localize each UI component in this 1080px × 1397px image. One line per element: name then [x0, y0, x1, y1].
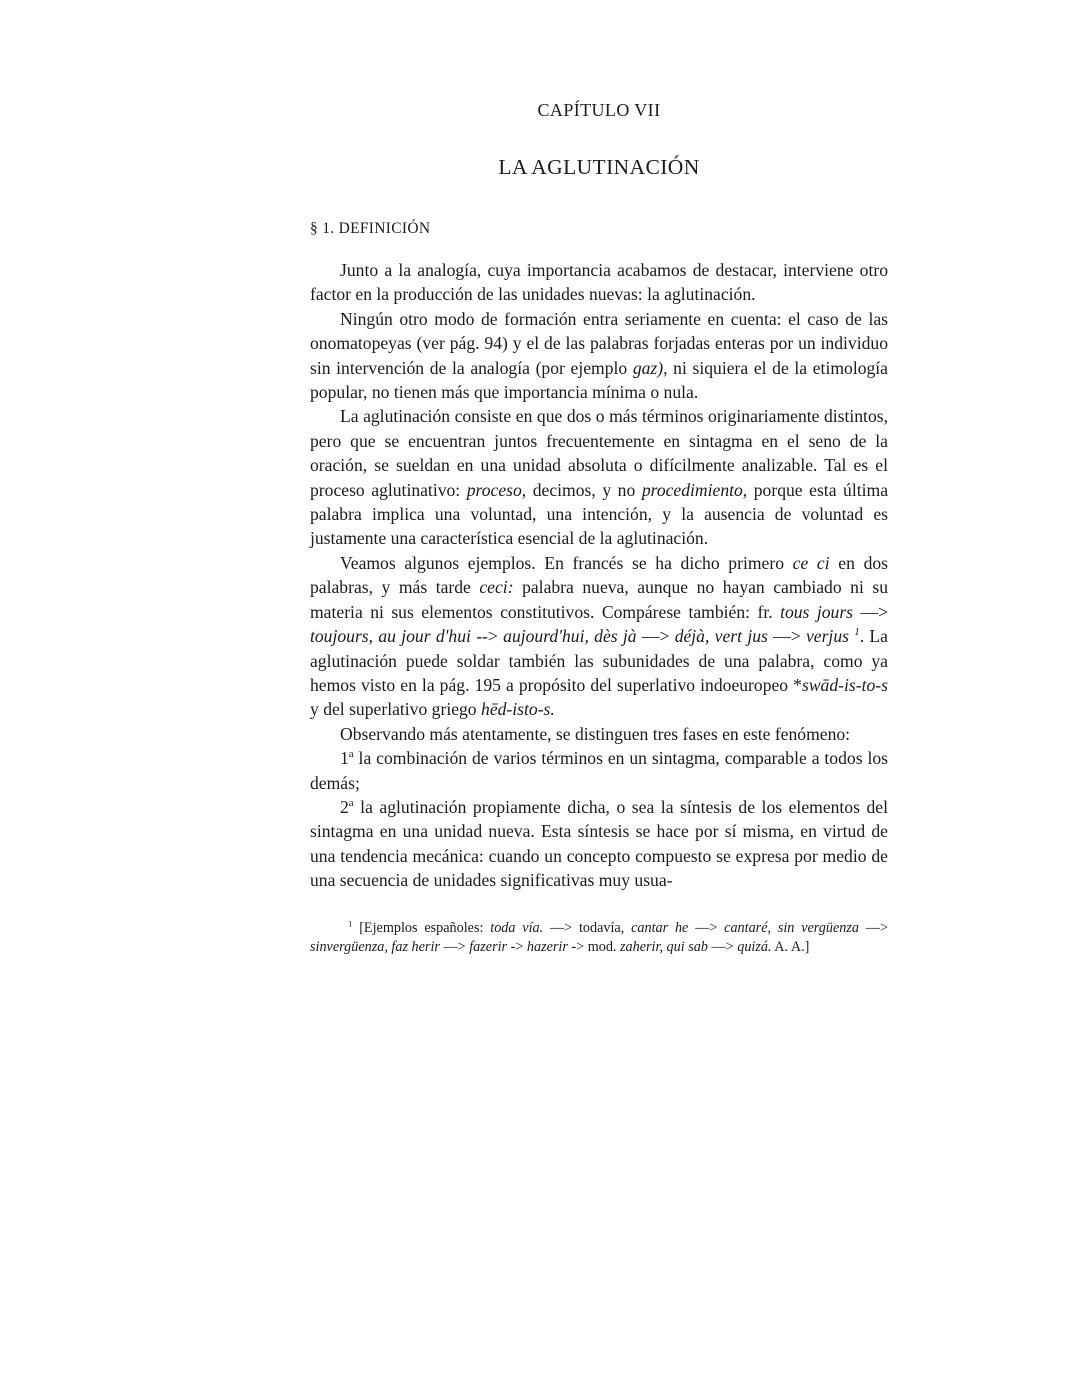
body-paragraphs	[310, 258, 888, 893]
text-segment: palabra nueva, aunque no hayan cambiado ni su materia ni sus elementos constitutivos. Compárese también: fr.	[310, 577, 888, 622]
text-segment: Ningún otro modo de formación entra seriamente en cuenta: el caso de las onomatopeyas (ver pág. 94) y el de las palabras forjadas enteras por un individuo sin intervención de la analogía (por ejemplo	[310, 308, 888, 378]
text-segment: a	[348, 797, 354, 810]
text-segment: fazerir	[469, 938, 508, 955]
text-segment: -->	[470, 626, 504, 647]
text-segment: —>	[636, 626, 675, 647]
text-segment: 2	[340, 796, 349, 817]
text-segment: tous jours	[780, 601, 854, 622]
text-segment: decimos, y no	[526, 479, 642, 500]
text-segment: Junto a la analogía, cuya importancia acabamos de destacar, interviene otro factor en la producción de las unidades nuevas: la aglutinación.	[310, 260, 888, 305]
text-column	[310, 100, 888, 957]
paragraph	[310, 551, 888, 722]
text-segment: ni siquiera el de la etimología popular, no tienen más que importancia mínima o nula.	[310, 357, 888, 403]
text-segment: —>	[859, 919, 888, 936]
text-segment: ceci:	[479, 577, 514, 598]
text-segment: la aglutinación propiamente dicha, o sea la síntesis de los elementos del sintagma en una unidad nueva. Esta síntesis se hace por sí misma, en virtud de una tendencia mecánica: cuando un concepto compuesto se expresa por medio de una secuencia de unidades significativas muy usua-	[310, 796, 888, 891]
text-segment: aujourd'hui, dès jà	[503, 626, 637, 647]
text-segment: cantar he	[631, 919, 689, 936]
text-segment: toujours, au jour d'hui	[310, 626, 471, 647]
text-segment: hazerir	[526, 938, 568, 955]
text-segment: . La aglutinación puede soldar también las subunidades de una palabra, como ya hemos visto en la pág. 195 a propósito del superlativo indoeuropeo *	[310, 626, 888, 695]
paragraph	[310, 404, 888, 550]
paragraph	[310, 795, 888, 893]
text-segment: sinvergüenza, faz herir	[310, 938, 440, 955]
text-segment: —> todavía,	[543, 919, 632, 936]
text-segment: -> mod.	[567, 938, 621, 955]
chapter-heading: CAPÍTULO VII	[537, 100, 661, 120]
text-segment: 1	[348, 917, 353, 928]
text-segment: toda vía.	[490, 919, 544, 936]
text-segment: —>	[688, 919, 725, 936]
text-segment: [Ejemplos españoles:	[352, 919, 491, 936]
text-segment: —>	[707, 938, 738, 955]
paragraph	[310, 746, 888, 795]
text-segment: ce ci	[792, 552, 830, 573]
text-segment: quizá.	[737, 938, 772, 955]
text-segment: ->	[507, 938, 527, 955]
text-segment: A. A.]	[771, 938, 810, 955]
text-segment: 1	[340, 748, 349, 769]
text-segment: gaz),	[632, 357, 668, 378]
text-segment: 1	[854, 626, 860, 639]
text-segment: —>	[853, 601, 889, 622]
paragraph	[310, 307, 888, 405]
section-heading: § 1. DEFINICIÓN	[310, 220, 431, 237]
text-segment: y del superlativo griego	[310, 699, 482, 720]
text-segment: a	[348, 748, 354, 761]
text-segment: La aglutinación consiste en que dos o más términos originariamente distintos, pero que se encuentran juntos frecuentemente en sintagma en el seno de la oración, se sueldan en una unidad absoluta o difícilmente analizable. Tal es el proceso aglutinativo:	[310, 406, 888, 500]
text-segment: déjà, vert jus	[674, 626, 768, 647]
text-segment: swād-is-to-s	[801, 674, 888, 695]
text-segment: hēd-isto-s.	[481, 699, 555, 720]
paragraph	[310, 722, 888, 746]
text-segment: zaherir, qui sab	[620, 938, 708, 955]
text-segment: porque esta última palabra implica una voluntad, una intención, y la ausencia de voluntad es justamente una característica esencial de la aglutinación.	[310, 479, 889, 549]
text-segment: cantaré, sin vergüenza	[724, 919, 859, 936]
text-segment: procedimiento,	[641, 479, 748, 500]
text-segment: en dos palabras, y más tarde	[310, 552, 889, 598]
text-segment: —>	[439, 938, 470, 955]
text-segment: —>	[767, 626, 806, 647]
text-segment: verjus	[805, 626, 849, 647]
page-title: LA AGLUTINACIÓN	[498, 155, 700, 179]
text-segment: Observando más atentamente, se distinguen tres fases en este fenómeno:	[340, 723, 851, 744]
text-segment: Veamos algunos ejemplos. En francés se ha dicho primero	[340, 552, 793, 573]
footnote	[310, 919, 888, 957]
text-segment: la combinación de varios términos en un sintagma, comparable a todos los demás;	[310, 748, 888, 793]
paragraph	[310, 258, 888, 307]
text-segment: proceso,	[466, 479, 527, 500]
